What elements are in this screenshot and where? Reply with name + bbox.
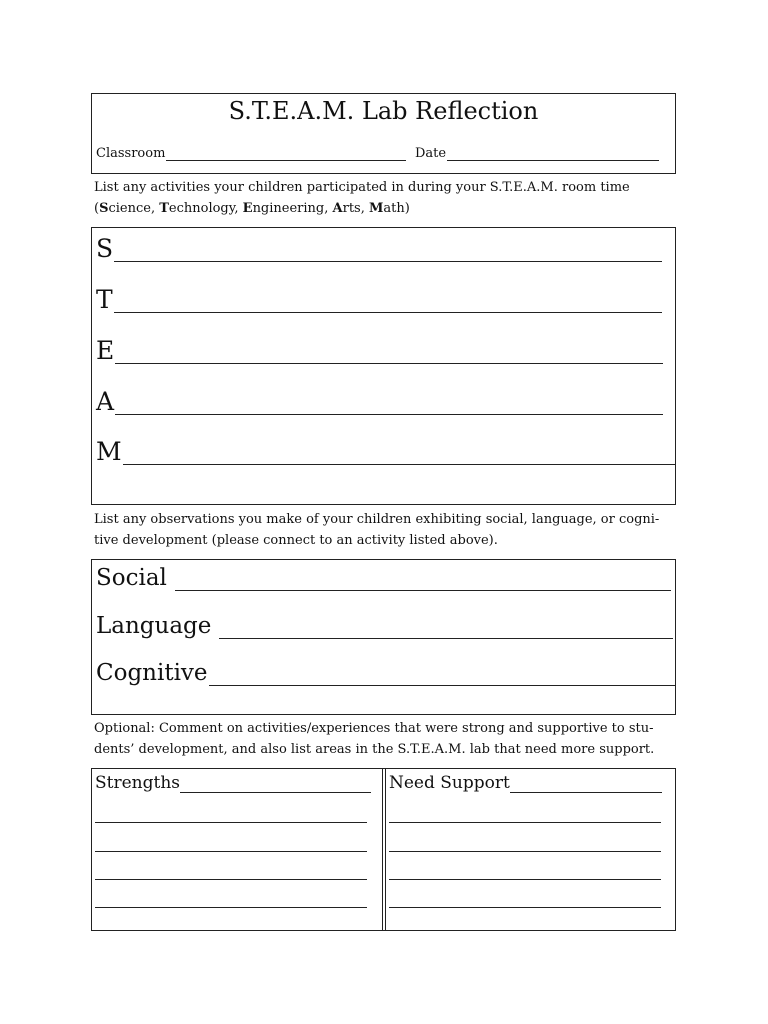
date-blank-line[interactable] (447, 146, 659, 161)
blank-line[interactable] (510, 776, 662, 793)
steam-legend-text: ngineering, (252, 201, 333, 216)
dev-row-cognitive[interactable] (96, 660, 675, 686)
need-support-label: Need Support (389, 773, 510, 793)
steam-row-engineering[interactable] (96, 338, 663, 364)
blank-line[interactable] (115, 339, 663, 364)
strengths-blank-line[interactable] (95, 851, 367, 852)
steam-letter: A (96, 387, 115, 416)
strengths-support-box (91, 768, 676, 931)
date-label: Date (415, 146, 447, 161)
steam-letter: S (96, 234, 114, 263)
classroom-label: Classroom (96, 146, 166, 161)
steam-row-technology[interactable] (96, 287, 662, 313)
steam-legend (94, 198, 674, 219)
steam-legend-text: ( (94, 201, 100, 216)
observations-instruction (94, 509, 674, 551)
steam-legend-initial: M (368, 201, 384, 216)
blank-line[interactable] (114, 288, 662, 313)
column-divider-inner (385, 769, 386, 930)
steam-letter: T (96, 285, 113, 314)
steam-legend-text: cience, (108, 201, 160, 216)
steam-letter: M (96, 437, 122, 466)
steam-legend-text: echnology, (168, 201, 243, 216)
steam-row-arts[interactable] (96, 389, 663, 415)
steam-row-math[interactable] (96, 439, 675, 465)
need-support-blank-line[interactable] (389, 907, 661, 908)
dev-row-social[interactable] (96, 565, 671, 591)
observations-instruction-line1: List any observations you make of your children exhibiting social, language, or cogni- (94, 512, 660, 527)
steam-activities-box (91, 227, 676, 505)
steam-legend-initial: A (332, 201, 343, 216)
blank-line[interactable] (123, 440, 675, 465)
strengths-blank-line[interactable] (95, 879, 367, 880)
need-support-blank-line[interactable] (389, 879, 661, 880)
observations-instruction-line2: tive development (please connect to an activity listed above). (94, 533, 498, 548)
optional-instruction (94, 718, 674, 760)
steam-letter: E (96, 336, 115, 365)
blank-line[interactable] (219, 614, 673, 639)
header-box (91, 93, 676, 174)
steam-legend-initial: S (99, 201, 109, 216)
steam-row-science[interactable] (96, 236, 662, 262)
date-field[interactable] (415, 146, 659, 161)
blank-line[interactable] (180, 776, 371, 793)
blank-line[interactable] (175, 566, 671, 591)
steam-legend-text: rts, (342, 201, 369, 216)
column-divider (382, 769, 383, 930)
steam-legend-initial: E (242, 201, 253, 216)
activities-instruction-line1: List any activities your children participated in during your S.T.E.A.M. room time (94, 180, 630, 195)
optional-instruction-line2: dents’ development, and also list areas in the S.T.E.A.M. lab that need more support. (94, 742, 655, 757)
dev-label: Language (96, 613, 212, 639)
dev-label: Social (96, 565, 167, 591)
steam-legend-text: ath) (383, 201, 410, 216)
classroom-field[interactable] (96, 146, 406, 161)
strengths-blank-line[interactable] (95, 907, 367, 908)
dev-row-language[interactable] (96, 613, 673, 639)
blank-line[interactable] (209, 661, 675, 686)
classroom-blank-line[interactable] (166, 146, 406, 161)
steam-legend-initial: T (159, 201, 169, 216)
strengths-header[interactable] (95, 773, 371, 793)
development-box (91, 559, 676, 715)
need-support-blank-line[interactable] (389, 851, 661, 852)
strengths-blank-line[interactable] (95, 822, 367, 823)
activities-instruction (94, 177, 674, 219)
dev-label: Cognitive (96, 660, 208, 686)
blank-line[interactable] (115, 390, 663, 415)
need-support-header[interactable] (389, 773, 662, 793)
page-title: S.T.E.A.M. Lab Reflection (228, 97, 539, 125)
need-support-blank-line[interactable] (389, 822, 661, 823)
blank-line[interactable] (114, 237, 662, 262)
optional-instruction-line1: Optional: Comment on activities/experiences that were strong and supportive to stu- (94, 721, 654, 736)
strengths-label: Strengths (95, 773, 180, 793)
